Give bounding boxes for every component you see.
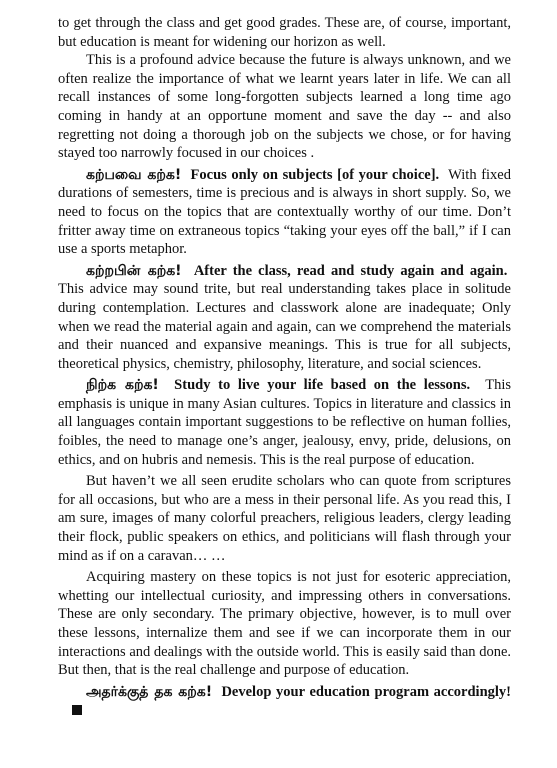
paragraph-1 [58, 14, 511, 51]
paragraph-body: This is a profound advice because the future is always unknown, and we often realize the importance of what we learnt years later in life. We can all recall instances of some long-forgotten subjects learned a long time ago coming in handy at an opportune moment and save the day -- and also regretting not doing a thorough job on the subjects we chose, or for having stayed too narrowly focused in our choices . [58, 52, 511, 162]
tamil-heading: நிற்க கற்க! [86, 377, 159, 394]
paragraph-body: Acquiring mastery on these topics is not just for esoteric appreciation, whetting our intellectual curiosity, and impressing others in conversations. These are only secondary. The primary objective, however, is to mull over these lessons, internalize them and see if we can incorporate them in our interactions and dealings with the outside world. This is easily said than done. But then, that is the real challenge and purpose of education. [58, 569, 511, 679]
paragraph-body: This emphasis is unique in many Asian cultures. Topics in literature and classics in all languages contain important suggestions to be reflective on human follies, foibles, the need to manage one’s anger, jealousy, envy, pride, delusions, on ethics, and on hubris and nemesis. This is the real purpose of education. [58, 377, 511, 468]
paragraph-conclusion [58, 683, 511, 720]
paragraph-body: With fixed durations of semesters, time is precious and is always in short supply. So, we need to focus on the topics that are contextually worthy of our time. Don’t fritter away time on extraneous topics “taking your eyes off the ball,” if I can use a sports metaphor. [58, 166, 511, 258]
paragraph-body: This advice may sound trite, but real understanding takes place in solitude during contemplation. Lectures and classwork alone are inadequate; Only when we read the material again and again, can we comprehend the materials and their nuanced and expansive meanings. This is true for all subjects, theoretical physics, chemistry, philosophy, literature, and social sciences. [58, 281, 511, 372]
paragraph-live-lessons [58, 376, 511, 469]
paragraph-focus-subjects [58, 166, 511, 259]
bold-lead: Study to live your life based on the lessons. [174, 377, 471, 394]
paragraph-scholars [58, 472, 511, 565]
bold-lead: Focus only on subjects [of your choice]. [190, 166, 440, 183]
bold-lead: Develop your education program accordingly! [221, 683, 511, 700]
bold-lead: After the class, read and study again and again. [193, 262, 508, 279]
paragraph-study-again [58, 262, 511, 374]
paragraph-2 [58, 51, 511, 163]
tamil-heading: அதர்க்குத் தக கற்க! [86, 683, 213, 700]
paragraph-mastery [58, 568, 511, 680]
paragraph-body: But haven’t we all seen erudite scholars who can quote from scriptures for all occasions, but who are a mess in their personal life. As you read this, I am sure, images of many colorful preachers, religious leaders, clergy leading their flock, public speakers on ethics, and politicians will flash through your mind as if on a caravan… … [58, 473, 511, 564]
tamil-heading: கற்பவை கற்க! [86, 166, 182, 183]
paragraph-body: to get through the class and get good grades. These are, of course, important, but education is meant for widening our horizon as well. [58, 15, 511, 50]
end-of-article-mark-icon [72, 705, 82, 715]
tamil-heading: கற்றபின் கற்க! [86, 262, 182, 279]
